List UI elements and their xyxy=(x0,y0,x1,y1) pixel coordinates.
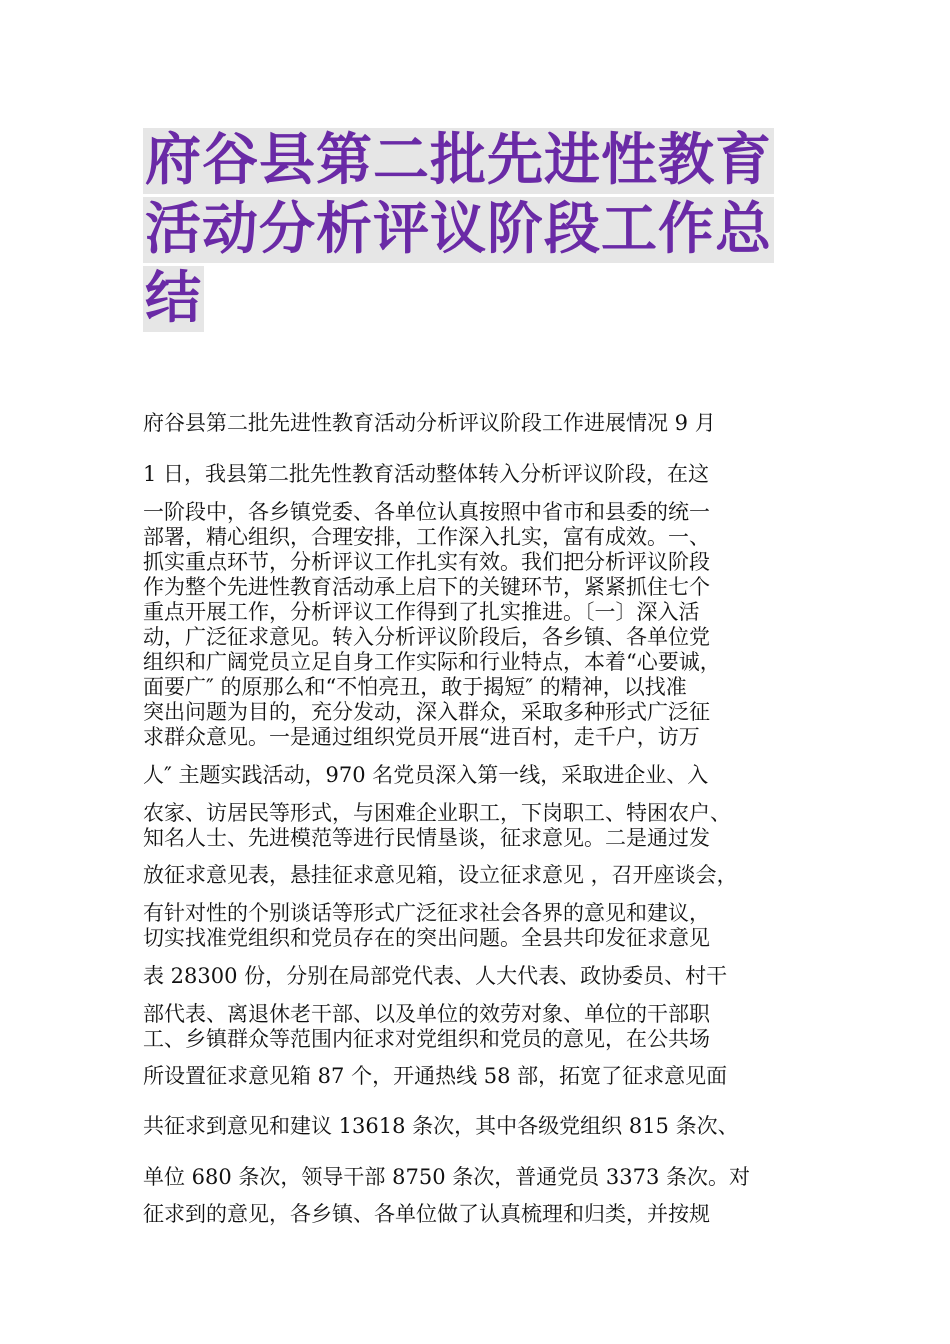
body-line: 放征求意见表，悬挂征求意见箱，设立征求意见 ，召开座谈会， xyxy=(143,863,738,887)
body-line: 表 28300 份，分别在局部党代表、人大代表、政协委员、村干 xyxy=(143,964,728,988)
title-line-2: 活动分析评议阶段工作总 xyxy=(145,197,772,262)
body-line: 单位 680 条次，领导干部 8750 条次，普通党员 3373 条次。对 xyxy=(143,1165,751,1189)
body-line: 组织和广阔党员立足自身工作实际和行业特点，本着“心要诚， xyxy=(143,650,721,674)
body-line: 作为整个先进性教育活动承上启下的关键环节，紧紧抓住七个 xyxy=(143,575,710,599)
body-line: 共征求到意见和建议 13618 条次，其中各级党组织 815 条次、 xyxy=(143,1114,739,1138)
document-title xyxy=(143,128,823,335)
body-line: 抓实重点环节，分析评议工作扎实有效。我们把分析评议阶段 xyxy=(143,550,710,574)
body-line: 1 日，我县第二批先性教育活动整体转入分析评议阶段，在这 xyxy=(143,462,710,486)
body-line: 征求到的意见，各乡镇、各单位做了认真梳理和归类，并按规 xyxy=(143,1202,710,1226)
body-line: 有针对性的个别谈话等形式广泛征求社会各界的意见和建议， xyxy=(143,901,710,925)
body-line: 所设置征求意见箱 87 个，开通热线 58 部，拓宽了征求意见面 xyxy=(143,1064,728,1088)
title-line-1: 府谷县第二批先进性教育 xyxy=(145,128,772,193)
body-line: 动，广泛征求意见。转入分析评议阶段后，各乡镇、各单位党 xyxy=(143,625,710,649)
body-line: 重点开展工作，分析评议工作得到了扎实推进。〔一〕深入活 xyxy=(143,600,700,624)
body-line: 府谷县第二批先进性教育活动分析评议阶段工作进展情况 9 月 xyxy=(143,411,716,435)
title-line-3: 结 xyxy=(145,266,202,331)
body-line: 知名人士、先进模范等进行民情垦谈，征求意见。二是通过发 xyxy=(143,826,710,850)
body-line: 工、乡镇群众等范围内征求对党组织和党员的意见，在公共场 xyxy=(143,1027,710,1051)
body-line: 面要广″ 的原那么和“不怕亮丑，敢于揭短″ 的精神，以找准 xyxy=(143,675,687,699)
body-line: 切实找准党组织和党员存在的突出问题。全县共印发征求意见 xyxy=(143,926,710,950)
body-line: 求群众意见。一是通过组织党员开展“进百村，走千户，访万 xyxy=(143,725,700,749)
body-line: 部署，精心组织，合理安排，工作深入扎实，富有成效。一、 xyxy=(143,525,710,549)
body-line: 部代表、离退休老干部、以及单位的效劳对象、单位的干部职 xyxy=(143,1002,710,1026)
body-line: 人″ 主题实践活动，970 名党员深入第一线，采取进企业、入 xyxy=(143,763,709,787)
body-line: 一阶段中，各乡镇党委、各单位认真按照中省市和县委的统一 xyxy=(143,500,710,524)
body-line: 农家、访居民等形式，与困难企业职工，下岗职工、特困农户、 xyxy=(143,801,731,825)
body-line: 突出问题为目的，充分发动，深入群众，采取多种形式广泛征 xyxy=(143,700,710,724)
